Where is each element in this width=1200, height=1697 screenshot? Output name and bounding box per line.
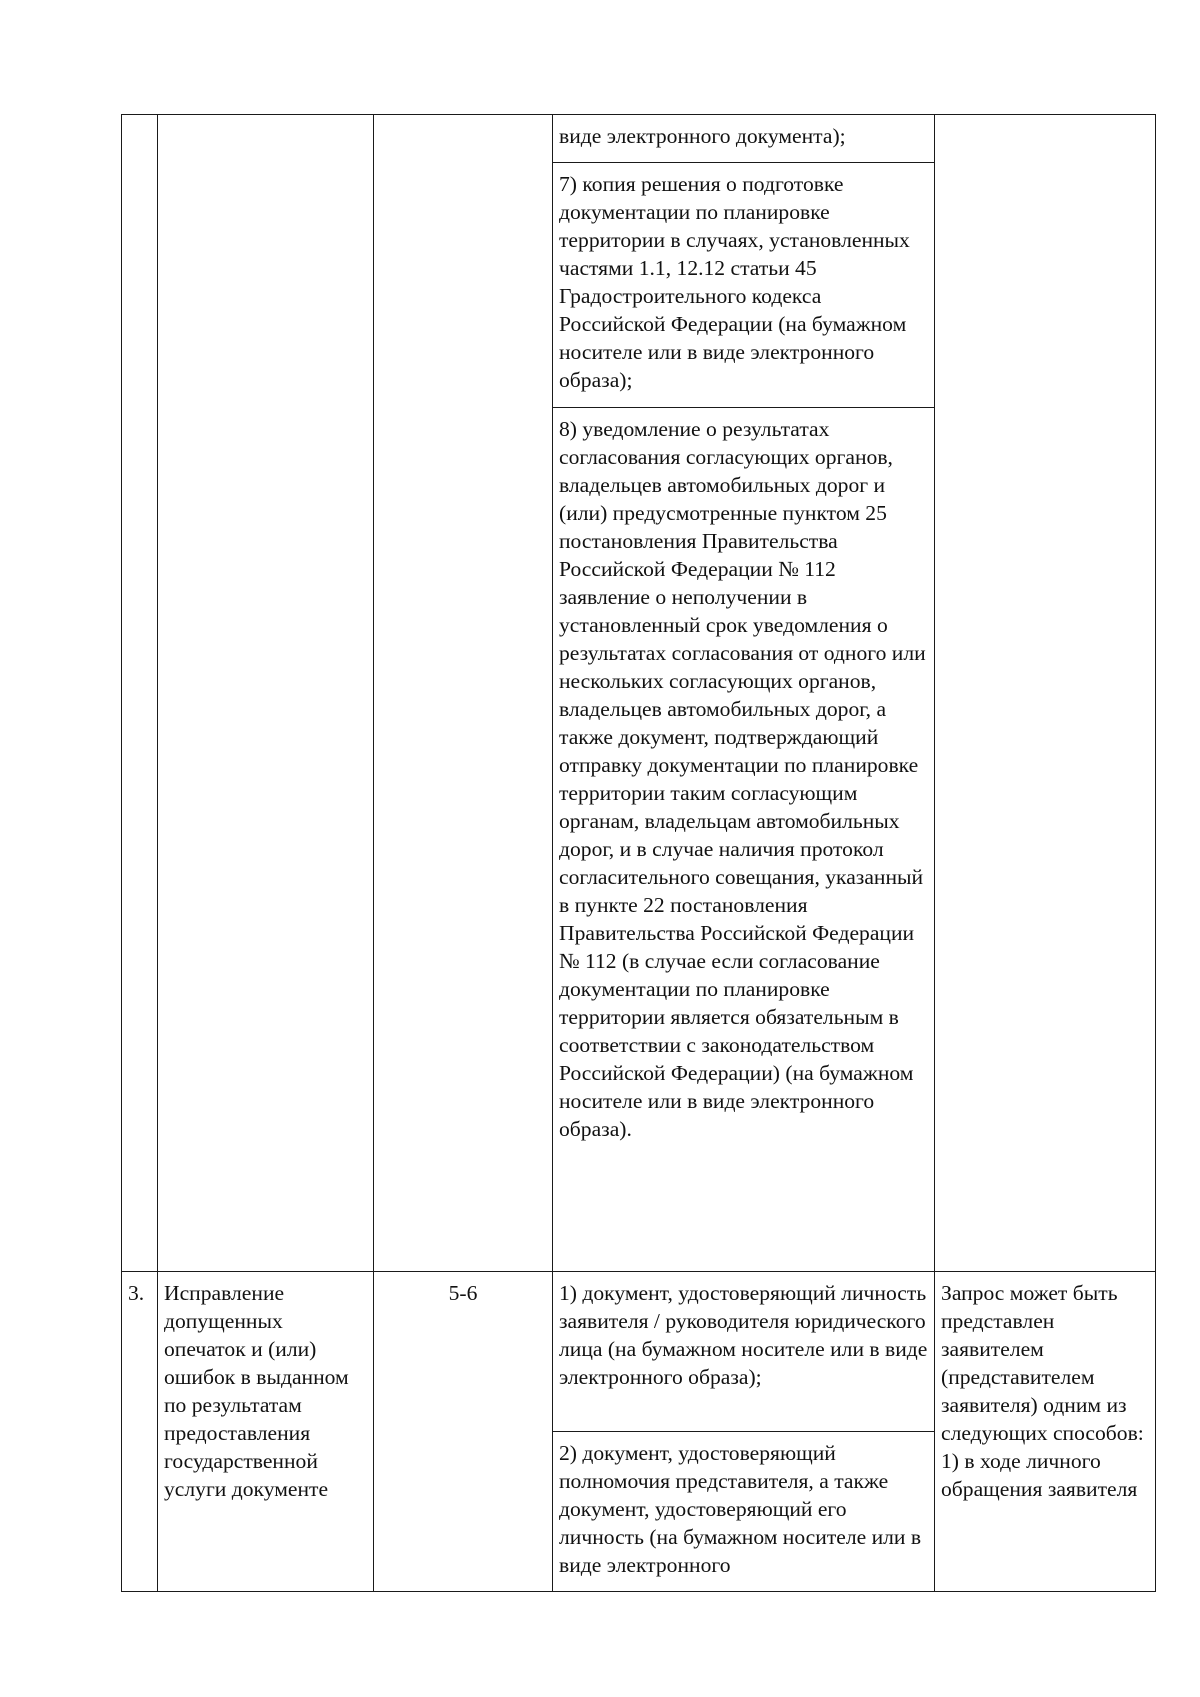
code-cell <box>374 115 553 1272</box>
document-item: 7) копия решения о подготовке документации по планировке территории в случаях, установленных частями 1.1, 12.12 статьи 45 Градостроительного кодекса Российской Федерации (на бумажном носителе или в виде электронного образа); <box>553 163 935 408</box>
document-item: 1) документ, удостоверяющий личность заявителя / руководителя юридического лица (на бумажном носителе или в виде электронного образа); <box>553 1272 935 1432</box>
service-code: 5-6 <box>374 1272 553 1592</box>
row-number: 3. <box>122 1272 158 1592</box>
document-item: 8) уведомление о результатах согласования согласующих органов, владельцев автомобильных дорог и (или) предусмотренные пунктом 25 постановления Правительства Российской Федерации № 112 заявление о неполучении в установленный срок уведомления о результатах согласования от одного или нескольких согласующих органов, владельцев автомобильных дорог, а также документ, подтверждающий отправку документации по планировке территории таким согласующим органам, владельцам автомобильных дорог, и в случае наличия протокол согласительного совещания, указанный в пункте 22 постановления Правительства Российской Федерации № 112 (в случае если согласование документации по планировке территории является обязательным в соответствии с законодательством Российской Федерации) (на бумажном носителе или в виде электронного образа). <box>553 408 935 1272</box>
service-name: Исправление допущенных опечаток и (или) ошибок в выданном по результатам предоставления государственной услуги документе <box>158 1272 374 1592</box>
document-item: 2) документ, удостоверяющий полномочия представителя, а также документ, удостоверяющий его личность (на бумажном носителе или в виде электронного <box>553 1432 935 1592</box>
document-item: виде электронного документа); <box>553 115 935 163</box>
submission-method: Запрос может быть представлен заявителем (представителем заявителя) одним из следующих способов: 1) в ходе личного обращения заявителя <box>935 1272 1156 1592</box>
row-number-cell <box>122 115 158 1272</box>
service-name-cell <box>158 115 374 1272</box>
table-row <box>122 115 1156 163</box>
services-table <box>121 114 1156 1592</box>
table-row <box>122 1272 1156 1432</box>
submission-method-cell <box>935 115 1156 1272</box>
